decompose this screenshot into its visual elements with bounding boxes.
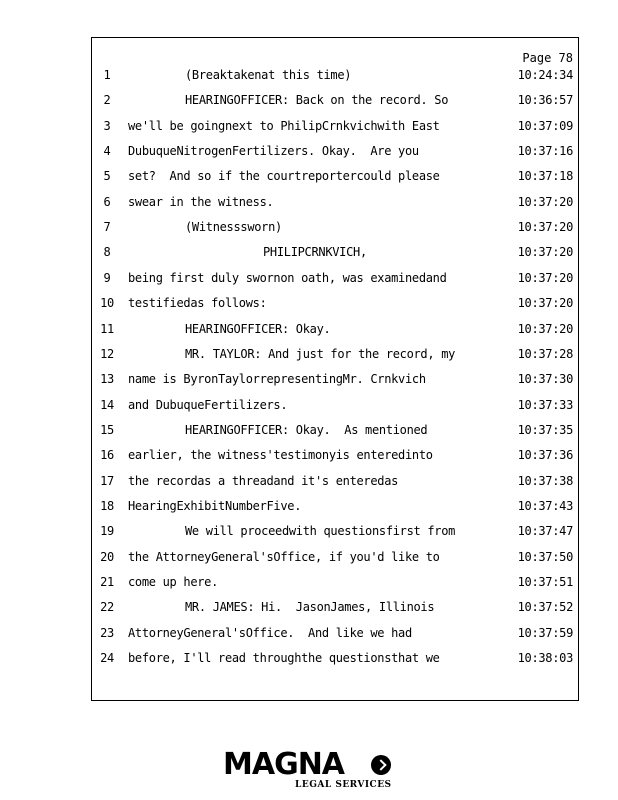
transcript-line xyxy=(0,575,618,595)
line-number: 24 xyxy=(100,651,114,666)
line-number: 6 xyxy=(103,194,111,209)
line-number: 22 xyxy=(100,600,114,615)
transcript-line xyxy=(0,93,618,113)
timestamp: 10:37:20 xyxy=(517,245,573,260)
transcript-line xyxy=(0,550,618,570)
transcript-line xyxy=(0,68,618,88)
line-text: the AttorneyGeneral'sOffice, if you'd like to xyxy=(128,549,440,564)
line-number: 13 xyxy=(100,372,114,387)
line-number: 8 xyxy=(103,245,111,260)
line-number: 9 xyxy=(103,270,111,285)
line-number: 14 xyxy=(100,397,114,412)
line-number: 18 xyxy=(100,498,114,513)
transcript-line xyxy=(0,423,618,443)
line-text: MR. TAYLOR: And just for the record, my xyxy=(185,346,456,361)
line-number: 7 xyxy=(103,220,111,235)
timestamp: 10:36:57 xyxy=(517,93,573,108)
line-text: PHILIPCRNKVICH, xyxy=(263,245,367,260)
line-text: and DubuqueFertilizers. xyxy=(128,397,288,412)
transcript-line xyxy=(0,271,618,291)
transcript-line xyxy=(0,524,618,544)
transcript-line xyxy=(0,499,618,519)
line-number: 17 xyxy=(100,473,114,488)
line-number: 12 xyxy=(100,346,114,361)
line-text: (Witnesssworn) xyxy=(185,220,282,235)
timestamp: 10:37:50 xyxy=(517,549,573,564)
line-text: (Breaktakenat this time) xyxy=(185,68,352,82)
line-number: 15 xyxy=(100,422,114,437)
transcript-line xyxy=(0,372,618,392)
transcript-line xyxy=(0,600,618,620)
magna-logo xyxy=(223,748,395,794)
timestamp: 10:37:20 xyxy=(517,194,573,209)
timestamp: 10:37:33 xyxy=(517,397,573,412)
timestamp: 10:37:28 xyxy=(517,346,573,361)
line-text: swear in the witness. xyxy=(128,194,274,209)
transcript-line xyxy=(0,398,618,418)
timestamp: 10:37:09 xyxy=(517,118,573,133)
timestamp: 10:37:51 xyxy=(517,575,573,589)
timestamp: 10:37:16 xyxy=(517,144,573,159)
timestamp: 10:37:30 xyxy=(517,372,573,387)
line-text: We will proceedwith questionsfirst from xyxy=(185,524,456,539)
line-number: 5 xyxy=(103,169,111,184)
line-text: HEARINGOFFICER: Back on the record. So xyxy=(185,93,449,108)
line-text: the recordas a threadand it's enteredas xyxy=(128,473,399,488)
line-text: earlier, the witness'testimonyis enteredinto xyxy=(128,448,433,463)
line-number: 11 xyxy=(100,321,114,336)
transcript-line xyxy=(0,245,618,265)
transcript-line xyxy=(0,347,618,367)
transcript-line xyxy=(0,119,618,139)
transcript-line xyxy=(0,651,618,671)
timestamp: 10:37:20 xyxy=(517,220,573,235)
chevron-right-circle-icon xyxy=(371,755,391,775)
timestamp: 10:24:34 xyxy=(517,68,573,82)
line-text: set? And so if the courtreportercould please xyxy=(128,169,440,184)
line-text: HEARINGOFFICER: Okay. xyxy=(185,321,331,336)
line-text: AttorneyGeneral'sOffice. And like we had xyxy=(128,625,412,640)
line-text: before, I'll read throughthe questionsthat we xyxy=(128,651,440,666)
timestamp: 10:37:20 xyxy=(517,270,573,285)
line-text: testifiedas follows: xyxy=(128,296,267,311)
line-number: 20 xyxy=(100,549,114,564)
page-number: Page 78 xyxy=(522,51,573,65)
line-text: come up here. xyxy=(128,575,219,589)
timestamp: 10:37:20 xyxy=(517,321,573,336)
line-number: 23 xyxy=(100,625,114,640)
timestamp: 10:37:35 xyxy=(517,422,573,437)
line-text: name is ByronTaylorrepresentingMr. Crnkvich xyxy=(128,372,426,387)
transcript-line xyxy=(0,296,618,316)
timestamp: 10:37:36 xyxy=(517,448,573,463)
line-text: HearingExhibitNumberFive. xyxy=(128,498,302,513)
line-number: 2 xyxy=(103,93,111,108)
line-number: 4 xyxy=(103,144,111,159)
timestamp: 10:37:38 xyxy=(517,473,573,488)
line-number: 1 xyxy=(103,68,111,82)
transcript-line xyxy=(0,169,618,189)
transcript-line xyxy=(0,448,618,468)
transcript-line xyxy=(0,144,618,164)
line-text: we'll be goingnext to PhilipCrnkvichwith East xyxy=(128,118,440,133)
transcript-line xyxy=(0,474,618,494)
line-text: MR. JAMES: Hi. JasonJames, Illinois xyxy=(185,600,435,615)
line-text: being first duly swornon oath, was examinedand xyxy=(128,270,447,285)
timestamp: 10:37:43 xyxy=(517,498,573,513)
line-number: 10 xyxy=(100,296,114,311)
timestamp: 10:37:47 xyxy=(517,524,573,539)
line-number: 3 xyxy=(103,118,111,133)
transcript-line xyxy=(0,322,618,342)
line-text: HEARINGOFFICER: Okay. As mentioned xyxy=(185,422,428,437)
line-number: 21 xyxy=(100,575,114,589)
line-number: 16 xyxy=(100,448,114,463)
timestamp: 10:37:18 xyxy=(517,169,573,184)
timestamp: 10:38:03 xyxy=(517,651,573,666)
transcript-line xyxy=(0,626,618,646)
logo-subtitle: LEGAL SERVICES xyxy=(295,780,392,790)
logo-wordmark: MAGNA xyxy=(223,747,345,782)
timestamp: 10:37:20 xyxy=(517,296,573,311)
transcript-line xyxy=(0,220,618,240)
line-text: DubuqueNitrogenFertilizers. Okay. Are you xyxy=(128,144,419,159)
timestamp: 10:37:52 xyxy=(517,600,573,615)
line-number: 19 xyxy=(100,524,114,539)
timestamp: 10:37:59 xyxy=(517,625,573,640)
transcript-line xyxy=(0,195,618,215)
